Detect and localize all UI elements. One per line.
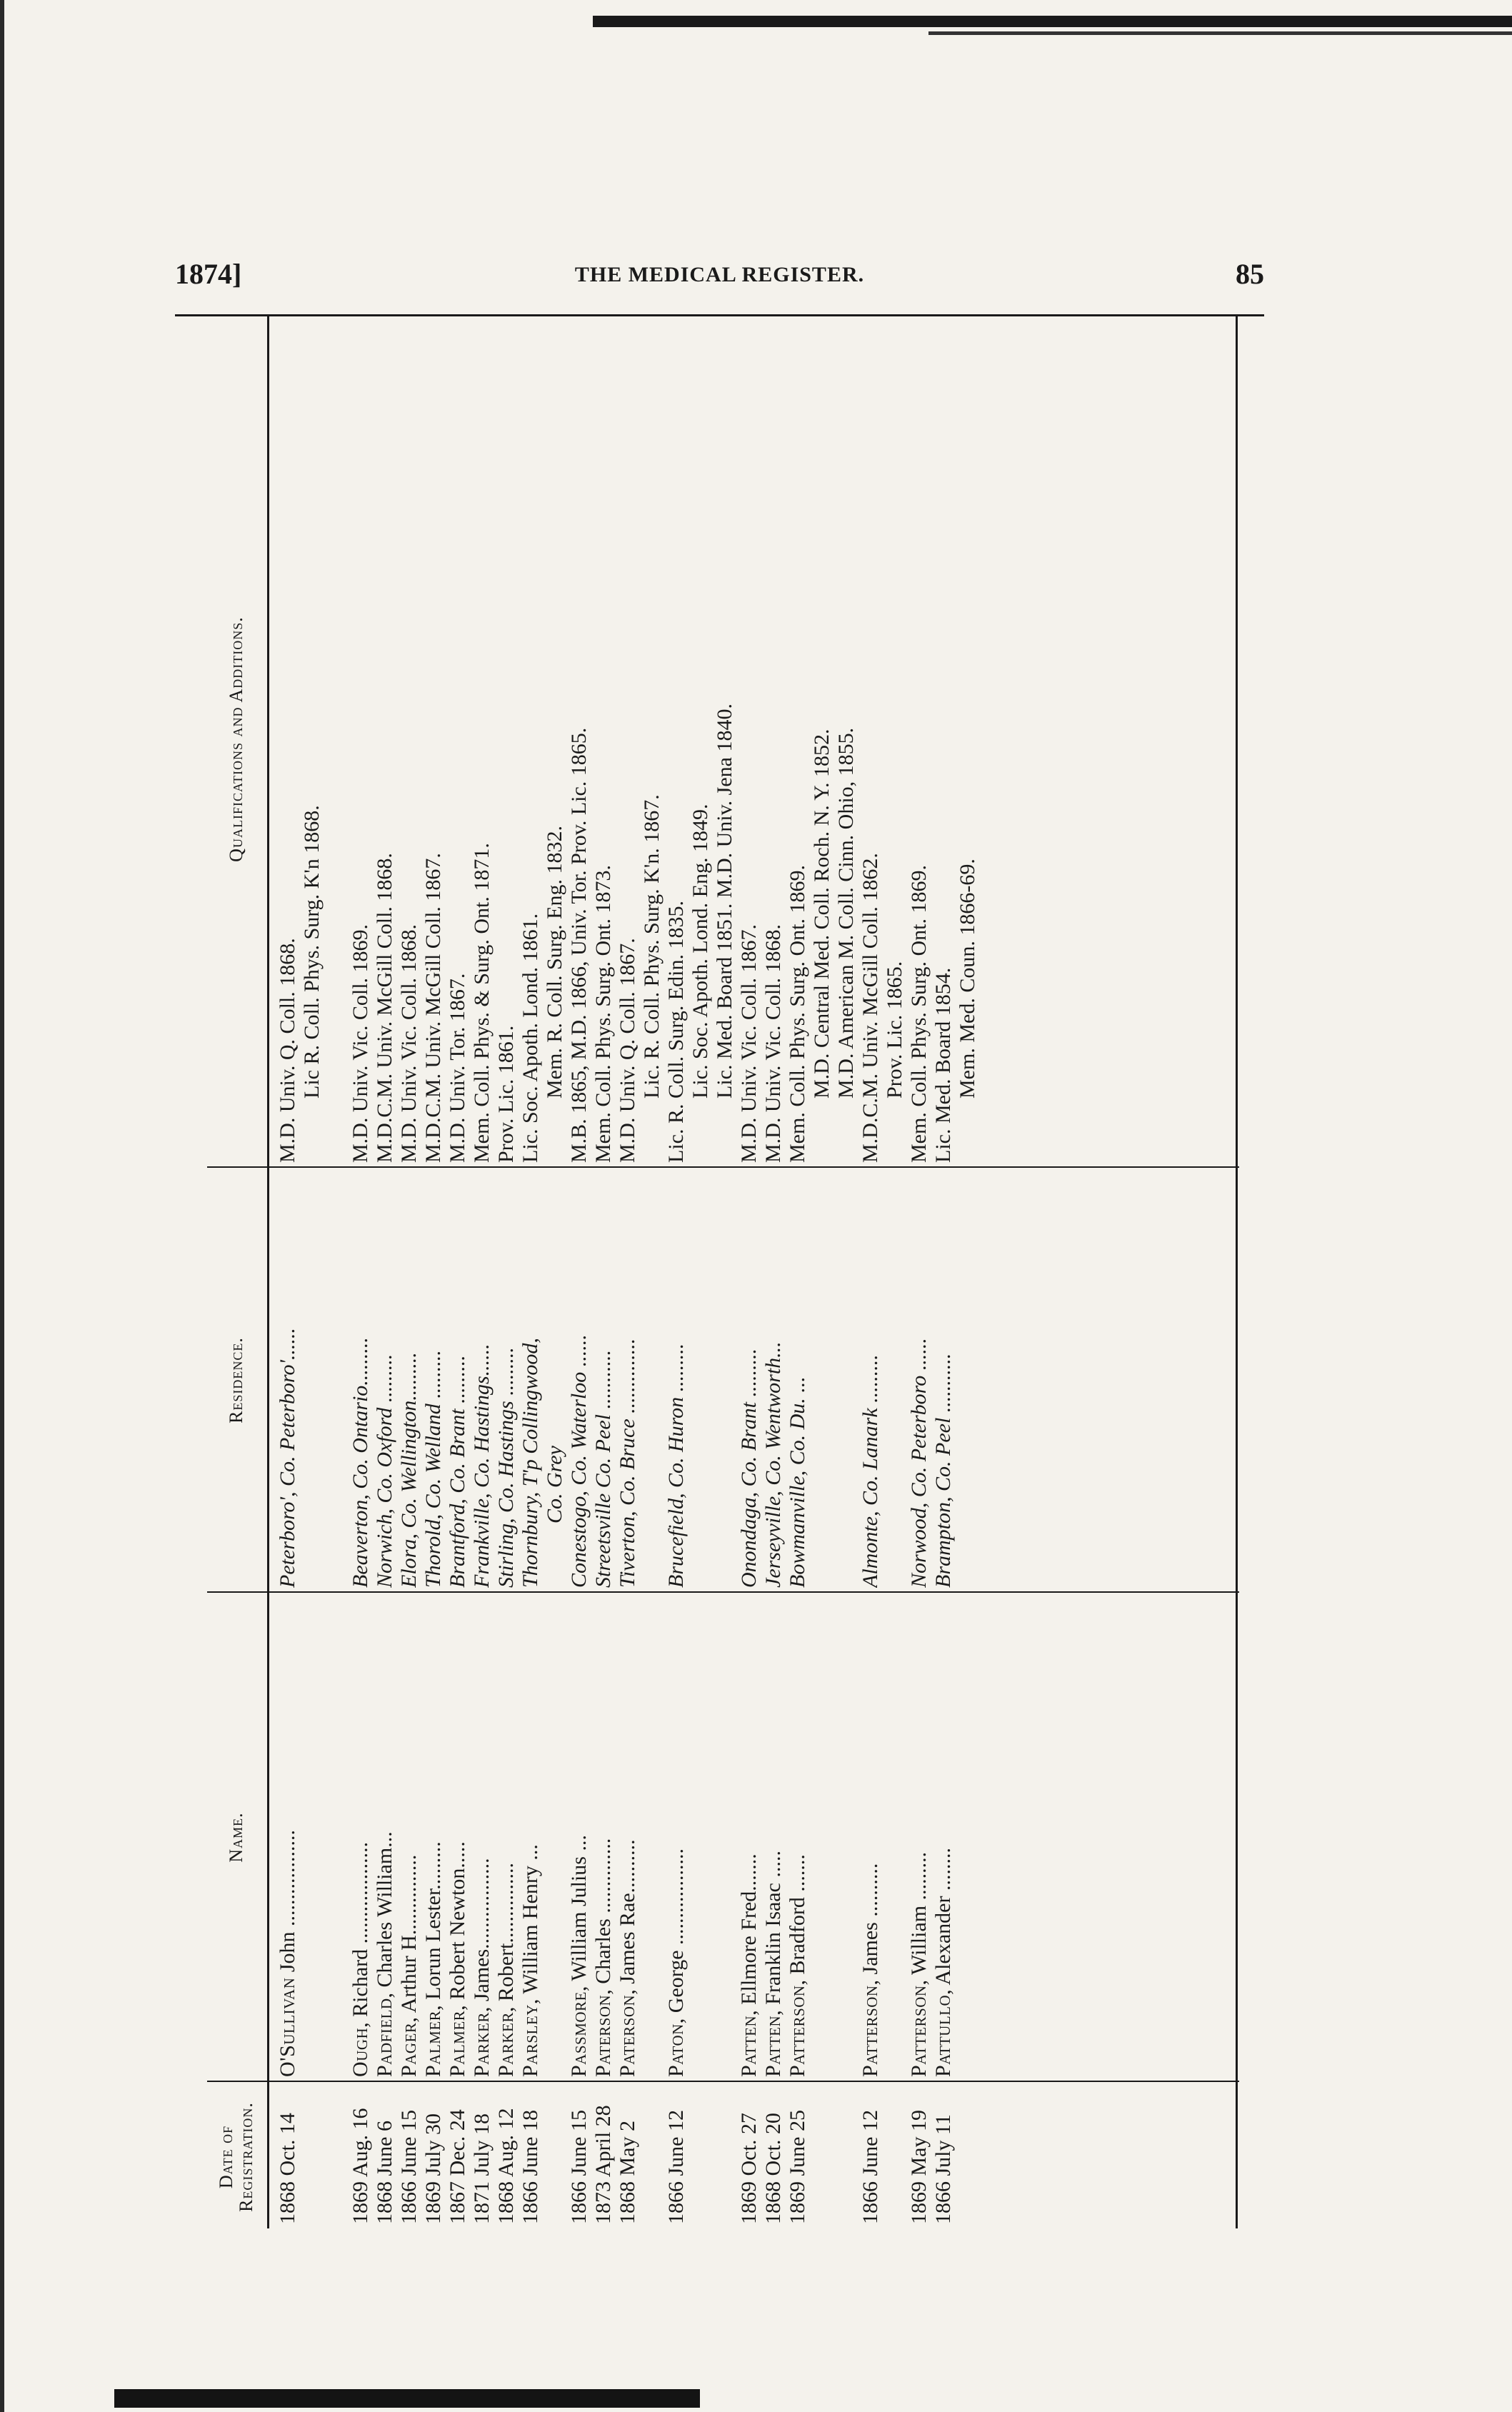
practitioner-name xyxy=(761,1598,786,2077)
qualification-line: M.D. Univ. Tor. 1867. xyxy=(446,973,469,1163)
qualifications xyxy=(397,314,421,1163)
table-row xyxy=(373,314,397,2228)
qualification-line: M.D. Univ. Vic. Coll. 1869. xyxy=(349,924,372,1163)
surname: Patterson xyxy=(786,1985,809,2077)
qualifications xyxy=(349,314,373,1163)
residence-line: Jerseyville, Co. Wentworth... xyxy=(761,1341,785,1588)
qualification-line: Lic. R. Coll. Phys. Surg. K'n. 1867. xyxy=(640,794,664,1099)
surname: Pattullo xyxy=(931,1994,955,2077)
surname: Paton xyxy=(664,2023,688,2077)
residence-line: Almonte, Co. Lanark ......... xyxy=(858,1354,882,1588)
residence-line: Norwich, Co. Oxford ......... xyxy=(373,1353,396,1588)
residence-line: Brampton, Co. Peel ........... xyxy=(931,1353,955,1588)
surname: Patten xyxy=(761,2015,785,2077)
practitioner-name xyxy=(907,1598,931,2077)
registration-date: 1869 May 19 xyxy=(907,2110,931,2224)
qualification-line: M.D. Univ. Q. Coll. 1867. xyxy=(616,938,639,1163)
practitioner-name xyxy=(567,1598,591,2077)
residence-line: Frankville, Co. Hastings...... xyxy=(470,1343,494,1588)
header-residence: Residence. xyxy=(226,1337,246,1423)
residence xyxy=(664,1174,689,1588)
qualification-line: Lic R. Coll. Phys. Surg. K'n 1868. xyxy=(300,805,324,1099)
practitioner-name xyxy=(616,1598,640,2077)
registration-date: 1869 July 30 xyxy=(421,2113,445,2224)
table-row xyxy=(591,314,616,2228)
practitioner-name xyxy=(421,1598,446,2077)
registration-date: 1869 June 25 xyxy=(786,2110,809,2224)
surname: Palmer xyxy=(446,2010,469,2077)
residence xyxy=(737,1174,761,1588)
running-head xyxy=(175,257,1264,300)
residence-line: Tiverton, Co. Bruce .............. xyxy=(616,1338,639,1588)
surname: Palmer xyxy=(421,2010,445,2077)
table-row xyxy=(858,314,907,2228)
qualifications xyxy=(786,314,858,1163)
page-number: 85 xyxy=(1236,258,1264,290)
registration-date: 1867 Dec. 24 xyxy=(446,2109,469,2224)
given-names: , Bradford ....... xyxy=(786,1854,809,1986)
residence-line: Beaverton, Co. Ontario......... xyxy=(349,1337,372,1588)
given-names: , Charles .............. xyxy=(591,1838,615,1995)
scan-artifact-top xyxy=(593,16,1512,27)
qualifications xyxy=(907,314,931,1163)
qualification-line: Lic. Med. Board 1854. xyxy=(931,967,955,1163)
qualifications xyxy=(470,314,494,1163)
surname: Paterson xyxy=(616,1994,639,2077)
surname: Padfield xyxy=(373,1998,396,2077)
qualifications xyxy=(858,314,907,1163)
table-row xyxy=(761,314,786,2228)
residence-line: Stirling, Co. Hastings ......... xyxy=(494,1347,518,1588)
registration-date: 1866 June 15 xyxy=(567,2110,591,2224)
residence-line: Onondaga, Co. Brant ......... xyxy=(737,1348,761,1588)
residence xyxy=(786,1174,810,1588)
residence xyxy=(276,1174,300,1588)
registration-date: 1868 Aug. 12 xyxy=(494,2108,518,2224)
surname: Passmore xyxy=(567,1991,591,2077)
page-title: THE MEDICAL REGISTER. xyxy=(574,263,865,286)
residence xyxy=(470,1174,494,1588)
qualification-line: Mem. Coll. Phys. Surg. Ont. 1869. xyxy=(907,865,931,1163)
table-row xyxy=(494,314,519,2228)
header-qualifications: Qualifications and Additions. xyxy=(226,616,246,862)
residence xyxy=(349,1174,373,1588)
qualification-line: Mem. Coll. Phys. Surg. Ont. 1869. xyxy=(786,865,809,1163)
residence xyxy=(373,1174,397,1588)
qualification-line: Mem. Med. Coun. 1866-69. xyxy=(956,859,979,1099)
residence xyxy=(446,1174,470,1588)
given-names: , Alexander ........ xyxy=(931,1848,955,1995)
table-row xyxy=(470,314,494,2228)
residence-line: Brantford, Co. Brant ......... xyxy=(446,1355,469,1588)
qualification-line: M.D. Central Med. Coll. Roch. N. Y. 1852. xyxy=(810,729,833,1099)
given-names: , William Julius ... xyxy=(567,1835,591,1992)
practitioner-name xyxy=(519,1598,543,2077)
residence xyxy=(519,1174,567,1588)
residence-line: Streetsville Co. Peel ........... xyxy=(591,1350,615,1588)
surname: Patterson xyxy=(907,1985,931,2077)
practitioner-name xyxy=(931,1598,956,2077)
registration-date: 1866 July 11 xyxy=(931,2114,955,2224)
practitioner-name xyxy=(737,1598,761,2077)
given-names: , Arthur H............... xyxy=(397,1854,421,2023)
qualifications xyxy=(519,314,567,1163)
given-names: , Ellmore Fred....... xyxy=(737,1853,761,2016)
qualifications xyxy=(737,314,761,1163)
registration-date: 1866 June 12 xyxy=(858,2110,882,2224)
residence xyxy=(421,1174,446,1588)
header-name: Name. xyxy=(226,1812,246,1863)
registration-date: 1868 Oct. 20 xyxy=(761,2113,785,2224)
table-row xyxy=(616,314,664,2228)
residence-line: Conestogo, Co. Waterloo ...... xyxy=(567,1334,591,1588)
residence-line: Peterboro', Co. Peterboro'...... xyxy=(276,1328,299,1588)
scan-artifact-bottom xyxy=(114,2389,700,2408)
given-names: , James .......... xyxy=(858,1863,882,1986)
given-names: John .................. xyxy=(276,1829,299,1978)
registration-date: 1869 Oct. 27 xyxy=(737,2113,761,2224)
registration-date: 1869 Aug. 16 xyxy=(349,2108,372,2224)
qualification-line: M.D. American M. Coll. Cinn. Ohio, 1855. xyxy=(834,727,858,1099)
surname: Patterson xyxy=(858,1985,882,2077)
residence xyxy=(567,1174,591,1588)
qualification-line: Mem. Coll. Phys. Surg. Ont. 1873. xyxy=(591,865,615,1163)
qualification-line: Lic. R. Coll. Surg. Edin. 1835. xyxy=(664,901,688,1163)
practitioner-name xyxy=(664,1598,689,2077)
residence-line: Co. Grey xyxy=(543,1446,566,1523)
qualifications xyxy=(591,314,616,1163)
table-row xyxy=(737,314,761,2228)
practitioner-name xyxy=(591,1598,616,2077)
qualification-line: M.D.C.M. Univ. McGill Coll. 1867. xyxy=(421,853,445,1163)
given-names: , Franklin Isaac ..... xyxy=(761,1851,785,2016)
residence xyxy=(761,1174,786,1588)
practitioner-name xyxy=(276,1598,300,2077)
registration-date: 1866 June 18 xyxy=(519,2110,542,2224)
residence xyxy=(494,1174,519,1588)
registration-date: 1866 June 15 xyxy=(397,2110,421,2224)
qualifications xyxy=(421,314,446,1163)
given-names: , George .................. xyxy=(664,1848,688,2024)
table-row xyxy=(446,314,470,2228)
table-row xyxy=(349,314,373,2228)
qualifications xyxy=(276,314,324,1163)
given-names: , William ......... xyxy=(907,1851,931,1986)
residence-line: Thornbury, T'p Collingwood, xyxy=(519,1338,542,1588)
scan-left-edge xyxy=(0,0,4,2412)
qualification-line: M.D. Univ. Vic. Coll. 1868. xyxy=(397,924,421,1163)
qualification-line: M.D. Univ. Vic. Coll. 1868. xyxy=(761,924,785,1163)
header-date-line1: Date of xyxy=(216,2125,236,2189)
qualification-line: Prov. Lic. 1861. xyxy=(494,1025,518,1163)
registration-date: 1868 Oct. 14 xyxy=(276,2113,299,2224)
residence xyxy=(907,1174,931,1588)
table-row xyxy=(567,314,591,2228)
header-date-line2: Registration. xyxy=(236,2102,256,2212)
qualification-line: M.D. Univ. Q. Coll. 1868. xyxy=(276,938,299,1163)
surname: Parker xyxy=(494,2012,518,2077)
qualifications xyxy=(373,314,397,1163)
register-table xyxy=(207,314,1239,2228)
table-row xyxy=(786,314,858,2228)
table-row xyxy=(907,314,931,2228)
qualification-line: Lic. Soc. Apoth. Lond. 1861. xyxy=(519,913,542,1163)
registration-date: 1868 June 6 xyxy=(373,2121,396,2224)
given-names: , James................. xyxy=(470,1858,494,2013)
qualifications xyxy=(567,314,591,1163)
surname: Parsley xyxy=(519,2004,542,2077)
table-row xyxy=(664,314,737,2228)
surname: O'Sullivan xyxy=(276,1977,299,2077)
table-row xyxy=(397,314,421,2228)
qualification-line: M.D.C.M. Univ. McGill Coll. 1862. xyxy=(858,853,882,1163)
registration-date: 1866 June 12 xyxy=(664,2110,688,2224)
table-body xyxy=(276,314,980,2228)
qualification-line: Lic. Soc. Apoth. Lond. Eng. 1849. xyxy=(689,804,712,1099)
residence-line: Elora, Co. Wellington......... xyxy=(397,1352,421,1588)
residence-line: Brucefield, Co. Huron ......... xyxy=(664,1343,688,1588)
qualification-line: Mem. Coll. Phys. & Surg. Ont. 1871. xyxy=(470,843,494,1163)
scan-artifact-top-thin xyxy=(928,31,1512,35)
registration-date: 1871 July 18 xyxy=(470,2113,494,2224)
given-names: , Charles William... xyxy=(373,1831,396,1998)
residence xyxy=(591,1174,616,1588)
qualifications xyxy=(494,314,519,1163)
qualification-line: M.D.C.M. Univ. McGill Coll. 1868. xyxy=(373,853,396,1163)
practitioner-name xyxy=(397,1598,421,2077)
qualifications xyxy=(664,314,737,1163)
residence-line: Norwood, Co. Peterboro ...... xyxy=(907,1338,931,1588)
registration-date: 1868 May 2 xyxy=(616,2121,639,2224)
residence-line: Thorold, Co. Welland ......... xyxy=(421,1350,445,1588)
table-bottom-rule xyxy=(1236,314,1238,2228)
residence xyxy=(616,1174,640,1588)
header-date xyxy=(207,2086,266,2228)
qualifications xyxy=(446,314,470,1163)
qualifications xyxy=(931,314,980,1163)
surname: Ough xyxy=(349,2027,372,2077)
given-names: , Lorun Lester......... xyxy=(421,1841,445,2011)
residence xyxy=(397,1174,421,1588)
given-names: , William Henry ... xyxy=(519,1844,542,2005)
qualifications xyxy=(616,314,664,1163)
practitioner-name xyxy=(858,1598,883,2077)
practitioner-name xyxy=(373,1598,397,2077)
qualification-line: M.B. 1865, M.D. 1866, Univ. Tor. Prov. Lic. 1865. xyxy=(567,727,591,1163)
registration-date: 1873 April 28 xyxy=(591,2105,615,2224)
table-row xyxy=(276,314,349,2228)
given-names: , Richard ................... xyxy=(349,1841,372,2028)
surname: Patten xyxy=(737,2015,761,2077)
qualification-line: M.D. Univ. Vic. Coll. 1867. xyxy=(737,924,761,1163)
practitioner-name xyxy=(786,1598,810,2077)
qualifications xyxy=(761,314,786,1163)
table-row xyxy=(931,314,980,2228)
practitioner-name xyxy=(494,1598,519,2077)
table-row xyxy=(421,314,446,2228)
surname: Parker xyxy=(470,2012,494,2077)
given-names: , Robert............... xyxy=(494,1862,518,2013)
given-names: , Robert Newton..... xyxy=(446,1841,469,2011)
qualification-line: Lic. Med. Board 1851. M.D. Univ. Jena 1840. xyxy=(713,704,736,1099)
table-row xyxy=(519,314,567,2228)
qualification-line: Prov. Lic. 1865. xyxy=(883,961,906,1099)
header-rule xyxy=(267,314,269,2228)
qualification-line: Mem. R. Coll. Surg. Eng. 1832. xyxy=(543,826,566,1099)
surname: Paterson xyxy=(591,1994,615,2077)
practitioner-name xyxy=(470,1598,494,2077)
residence xyxy=(858,1174,883,1588)
residence-line: Bowmanville, Co. Du. ... xyxy=(786,1376,809,1588)
practitioner-name xyxy=(349,1598,373,2077)
practitioner-name xyxy=(446,1598,470,2077)
residence xyxy=(931,1174,956,1588)
page-year: 1874] xyxy=(175,258,242,290)
surname: Pager xyxy=(397,2022,421,2077)
given-names: , James Rae.......... xyxy=(616,1839,639,1995)
